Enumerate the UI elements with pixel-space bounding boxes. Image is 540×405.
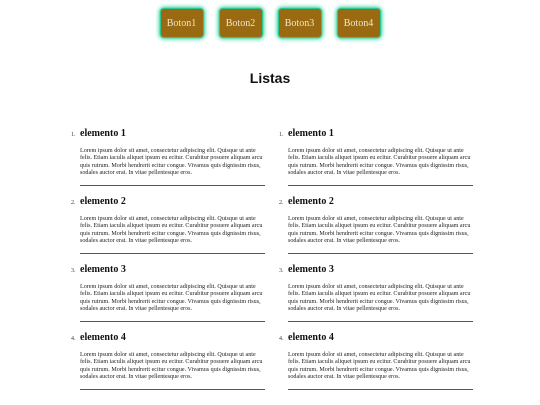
item-title: elemento 2 — [80, 196, 126, 207]
item-number: 1. — [279, 132, 284, 138]
item-number: 4. — [71, 336, 76, 342]
item-number: 4. — [279, 336, 284, 342]
top-nav — [0, 9, 540, 37]
list-item — [71, 332, 271, 400]
list-item — [279, 264, 479, 332]
list-item — [279, 128, 479, 196]
item-title: elemento 2 — [288, 196, 334, 207]
item-number: 1. — [71, 132, 76, 138]
item-text: Lorem ipsum dolor sit amet, consectetur adipiscing elit. Quisque ut ante felis. Etiam iaculis aliquet ipsum eu ecitur. Curabitur posuere aliquam arcu quis rutrum. Morbi hendrerit ecitur congue. Vivamus quis dignissim risus, sodales auctor erat. In vitae pellentesque eros. — [288, 216, 471, 244]
item-text: Lorem ipsum dolor sit amet, consectetur adipiscing elit. Quisque ut ante felis. Etiam iaculis aliquet ipsum eu ecitur. Curabitur posuere aliquam arcu quis rutrum. Morbi hendrerit ecitur congue. Vivamus quis dignissim risus, sodales auctor erat. In vitae pellentesque eros. — [288, 352, 471, 380]
divider — [80, 321, 265, 322]
page-title: Listas — [249, 70, 291, 86]
item-text: Lorem ipsum dolor sit amet, consectetur adipiscing elit. Quisque ut ante felis. Etiam iaculis aliquet ipsum eu ecitur. Curabitur posuere aliquam arcu quis rutrum. Morbi hendrerit ecitur congue. Vivamus quis dignissim risus, sodales auctor erat. In vitae pellentesque eros. — [80, 148, 263, 176]
item-text: Lorem ipsum dolor sit amet, consectetur adipiscing elit. Quisque ut ante felis. Etiam iaculis aliquet ipsum eu ecitur. Curabitur posuere aliquam arcu quis rutrum. Morbi hendrerit ecitur congue. Vivamus quis dignissim risus, sodales auctor erat. In vitae pellentesque eros. — [288, 284, 471, 312]
list-item — [71, 128, 271, 196]
divider — [80, 253, 265, 254]
list-item — [71, 264, 271, 332]
item-title: elemento 1 — [80, 128, 126, 139]
divider — [80, 389, 265, 390]
item-text: Lorem ipsum dolor sit amet, consectetur adipiscing elit. Quisque ut ante felis. Etiam iaculis aliquet ipsum eu ecitur. Curabitur posuere aliquam arcu quis rutrum. Morbi hendrerit ecitur congue. Vivamus quis dignissim risus, sodales auctor erat. In vitae pellentesque eros. — [80, 352, 263, 380]
item-title: elemento 3 — [288, 264, 334, 275]
list-item — [279, 332, 479, 400]
divider — [288, 253, 473, 254]
divider — [288, 321, 473, 322]
item-number: 2. — [71, 200, 76, 206]
item-title: elemento 3 — [80, 264, 126, 275]
list-item — [71, 196, 271, 264]
divider — [80, 185, 265, 186]
item-title: elemento 1 — [288, 128, 334, 139]
divider — [288, 389, 473, 390]
item-text: Lorem ipsum dolor sit amet, consectetur adipiscing elit. Quisque ut ante felis. Etiam iaculis aliquet ipsum eu ecitur. Curabitur posuere aliquam arcu quis rutrum. Morbi hendrerit ecitur congue. Vivamus quis dignissim risus, sodales auctor erat. In vitae pellentesque eros. — [80, 216, 263, 244]
boton2-button[interactable]: Boton2 — [220, 9, 262, 37]
divider — [288, 185, 473, 186]
list-left — [71, 128, 271, 400]
item-title: elemento 4 — [80, 332, 126, 343]
item-number: 3. — [71, 268, 76, 274]
boton3-button[interactable]: Boton3 — [279, 9, 321, 37]
boton4-button[interactable]: Boton4 — [338, 9, 380, 37]
list-item — [279, 196, 479, 264]
list-right — [279, 128, 479, 400]
item-title: elemento 4 — [288, 332, 334, 343]
item-number: 3. — [279, 268, 284, 274]
item-text: Lorem ipsum dolor sit amet, consectetur adipiscing elit. Quisque ut ante felis. Etiam iaculis aliquet ipsum eu ecitur. Curabitur posuere aliquam arcu quis rutrum. Morbi hendrerit ecitur congue. Vivamus quis dignissim risus, sodales auctor erat. In vitae pellentesque eros. — [288, 148, 471, 176]
boton1-button[interactable]: Boton1 — [161, 9, 203, 37]
item-text: Lorem ipsum dolor sit amet, consectetur adipiscing elit. Quisque ut ante felis. Etiam iaculis aliquet ipsum eu ecitur. Curabitur posuere aliquam arcu quis rutrum. Morbi hendrerit ecitur congue. Vivamus quis dignissim risus, sodales auctor erat. In vitae pellentesque eros. — [80, 284, 263, 312]
item-number: 2. — [279, 200, 284, 206]
